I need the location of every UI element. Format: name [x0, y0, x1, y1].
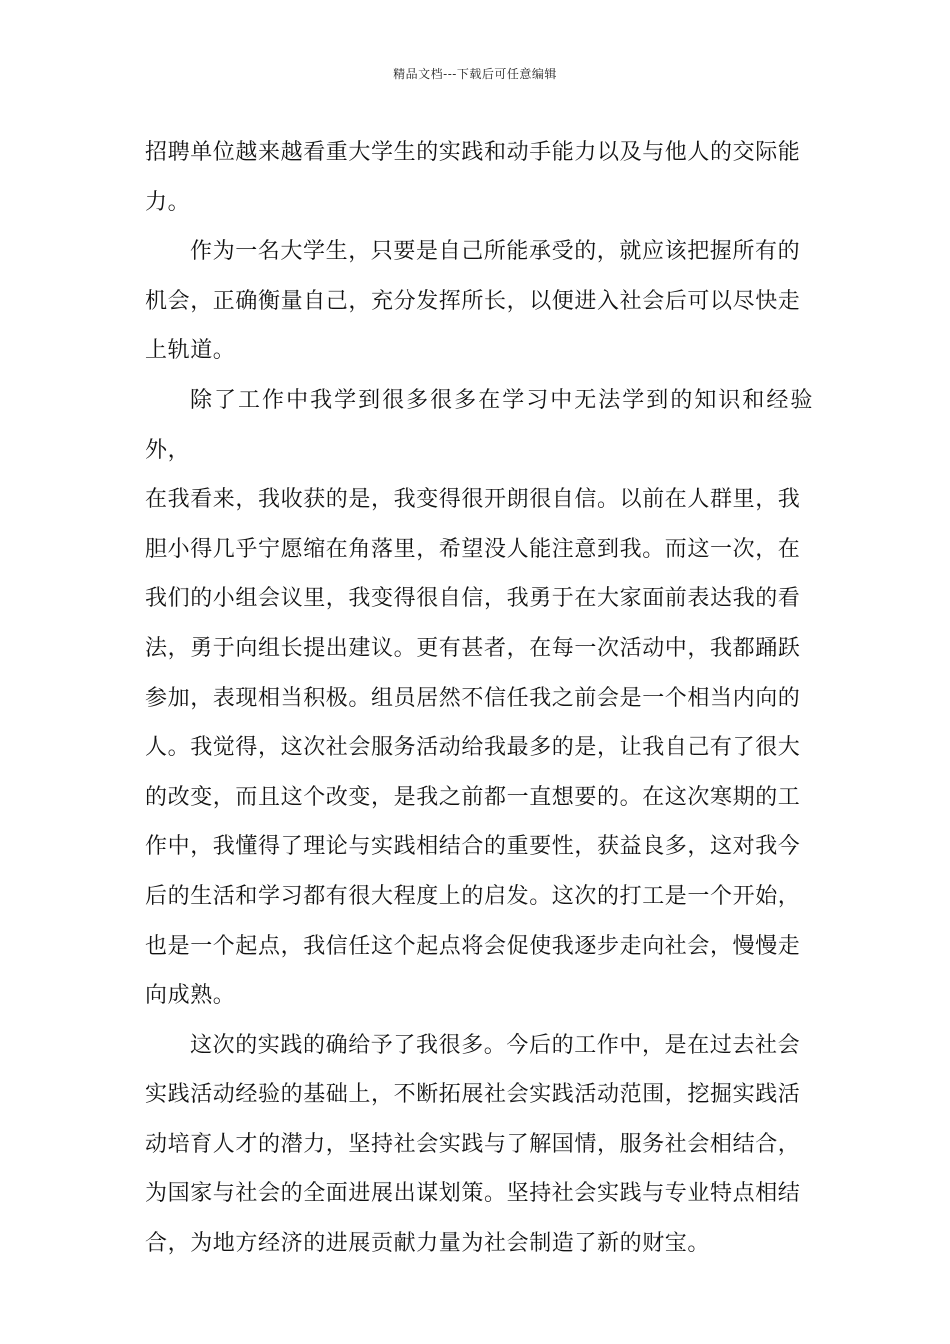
text-line: 的改变，而且这个改变，是我之前都一直想要的。在这次寒期的工: [145, 784, 801, 810]
text-line: 作中，我懂得了理论与实践相结合的重要性，获益良多，这对我今: [145, 834, 801, 860]
document-body: [145, 128, 813, 1269]
text-line: 也是一个起点，我信任这个起点将会促使我逐步走向社会，慢慢走: [145, 933, 801, 959]
text-line: 法，勇于向组长提出建议。更有甚者，在每一次活动中，我都踊跃: [145, 635, 801, 661]
text-line: 向成熟。: [145, 983, 236, 1009]
text-line: 在我看来，我收获的是，我变得很开朗很自信。以前在人群里，我: [145, 487, 801, 513]
text-line: 合，为地方经济的进展贡献力量为社会制造了新的财宝。: [145, 1231, 711, 1257]
paragraph: [145, 1021, 813, 1269]
text-line: 动培育人才的潜力，坚持社会实践与了解国情，服务社会相结合，: [145, 1131, 801, 1157]
text-line: 机会，正确衡量自己，充分发挥所长，以便进入社会后可以尽快走: [145, 288, 801, 314]
text-line: 这次的实践的确给予了我很多。今后的工作中，是在过去社会: [190, 1032, 801, 1058]
text-line: 后的生活和学习都有很大程度上的启发。这次的打工是一个开始，: [145, 883, 801, 909]
text-line: 胆小得几乎宁愿缩在角落里，希望没人能注意到我。而这一次，在: [145, 536, 801, 562]
text-line: 实践活动经验的基础上，不断拓展社会实践活动范围，挖掘实践活: [145, 1082, 801, 1108]
text-line: 招聘单位越来越看重大学生的实践和动手能力以及与他人的交际能: [145, 140, 801, 165]
text-line: 力。: [145, 189, 191, 215]
text-line: 作为一名大学生，只要是自己所能承受的，就应该把握所有的: [190, 239, 801, 265]
text-line: 参加，表现相当积极。组员居然不信任我之前会是一个相当内向的: [145, 685, 801, 711]
text-line: 人。我觉得，这次社会服务活动给我最多的是，让我自己有了很大: [145, 735, 801, 761]
paragraph: [145, 128, 813, 227]
text-line: 我们的小组会议里，我变得很自信，我勇于在大家面前表达我的看: [145, 586, 801, 612]
text-line: 上轨道。: [145, 338, 236, 364]
paragraph: [145, 227, 813, 376]
paragraph: [145, 376, 813, 1021]
text-line: 除了工作中我学到很多很多在学习中无法学到的知识和经验外，: [145, 387, 813, 463]
page-header: 精品文档---下载后可任意编辑: [393, 67, 557, 81]
text-line: 为国家与社会的全面进展出谋划策。坚持社会实践与专业特点相结: [145, 1181, 801, 1207]
